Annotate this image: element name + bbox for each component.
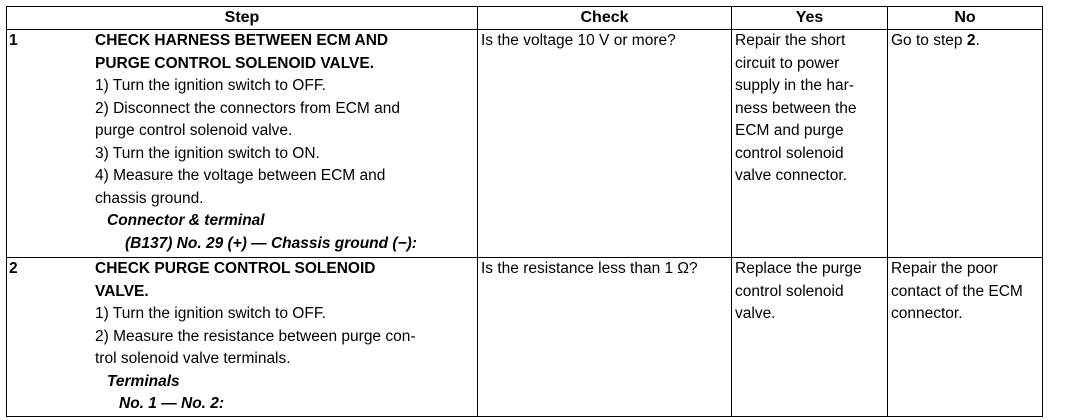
instruction-line: 2) Disconnect the connectors from ECM and — [95, 99, 400, 117]
instruction-line: purge control solenoid valve. — [95, 122, 293, 139]
instruction-line: trol solenoid valve terminals. — [95, 350, 291, 367]
yes-action-line: supply in the har- — [735, 77, 854, 94]
instruction-line: 4) Measure the voltage between ECM and — [95, 167, 386, 184]
instruction-line: 3) Turn the ignition switch to ON. — [95, 144, 320, 162]
step-cell — [7, 30, 478, 258]
step-title-line: VALVE. — [95, 282, 149, 300]
diagnostic-table — [6, 6, 1043, 417]
header-check: Check — [478, 7, 732, 30]
terminals-label: Terminals — [107, 372, 180, 390]
check-cell — [478, 30, 732, 258]
yes-action-line: valve. — [735, 305, 776, 322]
header-yes: Yes — [732, 7, 888, 30]
connector-terminal-label: Connector & terminal — [107, 212, 265, 229]
yes-action-line: ness between the — [735, 99, 857, 117]
step-cell — [7, 258, 478, 417]
terminals-value: No. 1 — No. 2: — [119, 395, 225, 412]
connector-terminal-value: (B137) No. 29 (+) — Chassis ground (−): — [125, 234, 417, 252]
yes-action-line: control solenoid — [735, 144, 844, 162]
check-question: Is the voltage 10 V or more? — [481, 32, 676, 49]
check-question: Is the resistance less than 1 Ω? — [481, 260, 698, 277]
table-row — [7, 258, 1043, 417]
yes-action-line: valve connector. — [735, 167, 848, 184]
no-action-line: connector. — [891, 305, 963, 322]
step-number: 2 — [9, 260, 18, 277]
step-number: 1 — [9, 32, 18, 49]
no-action-suffix: . — [975, 32, 980, 49]
check-cell — [478, 258, 732, 417]
yes-action-line: Replace the purge — [735, 260, 862, 277]
header-row — [7, 7, 1043, 30]
yes-cell — [732, 258, 888, 417]
no-action-line: contact of the ECM — [891, 282, 1023, 300]
step-title-line: PURGE CONTROL SOLENOID VALVE. — [95, 54, 375, 72]
header-step: Step — [7, 7, 478, 30]
instruction-line: 1) Turn the ignition switch to OFF. — [95, 305, 326, 322]
yes-cell — [732, 30, 888, 258]
header-no: No — [888, 7, 1043, 30]
yes-action-line: control solenoid — [735, 282, 844, 300]
yes-action-line: circuit to power — [735, 54, 840, 72]
step-reference: 2 — [966, 32, 976, 49]
no-action-line: Repair the poor — [891, 260, 998, 277]
no-action-text: Go to step — [891, 32, 967, 49]
no-cell — [888, 30, 1043, 258]
instruction-line: 1) Turn the ignition switch to OFF. — [95, 77, 326, 94]
no-cell — [888, 258, 1043, 417]
yes-action-line: ECM and purge — [735, 122, 844, 139]
step-title-line: CHECK PURGE CONTROL SOLENOID — [95, 260, 376, 277]
table-row — [7, 30, 1043, 258]
step-title-line: CHECK HARNESS BETWEEN ECM AND — [95, 32, 389, 49]
instruction-line: 2) Measure the resistance between purge con- — [95, 327, 416, 345]
instruction-line: chassis ground. — [95, 189, 204, 207]
yes-action-line: Repair the short — [735, 32, 846, 49]
